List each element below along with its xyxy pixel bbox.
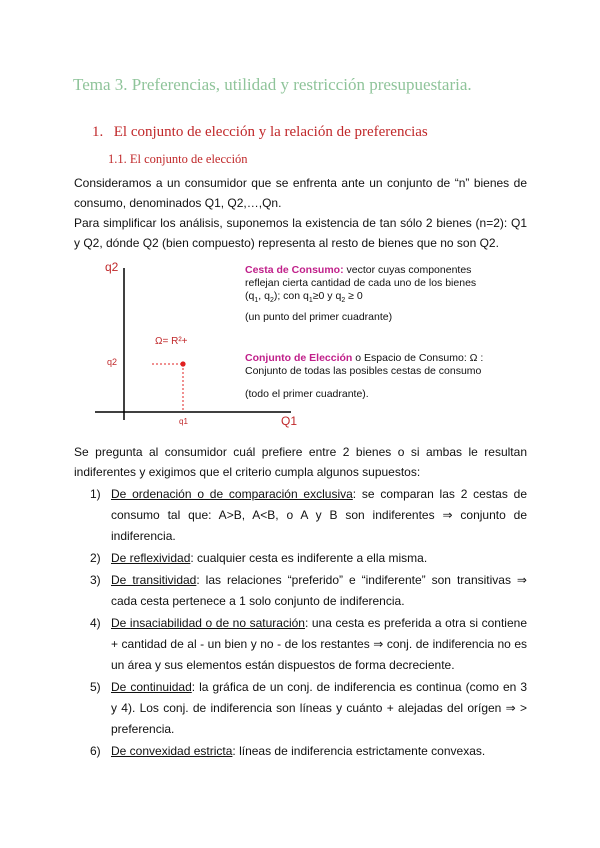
assumption-term: De reflexividad	[111, 551, 191, 565]
list-item: 1) De ordenación o de comparación exclusiva: se comparan las 2 cestas de consumo tal que: A>B, A<B, o A y B son indiferentes ⇒ conjunto de indiferencia.	[90, 487, 527, 543]
conjunto-note: (todo el primer cuadrante).	[245, 388, 369, 400]
cesta-note: (un punto del primer cuadrante)	[245, 311, 393, 323]
section-title: El conjunto de elección y la relación de preferencias	[113, 124, 428, 140]
section-heading	[92, 124, 428, 141]
list-item: 4) De insaciabilidad o de no saturación: una cesta es preferida a otra si contiene + cantidad de al - un bien y no - de los restantes ⇒ conj. de indiferencia no es un área y sus elementos están dispuestos de forma decreciente.	[90, 616, 527, 672]
consumption-bundle-point	[180, 361, 185, 366]
subsection-heading: 1.1. El conjunto de elección	[108, 152, 248, 166]
assumptions-list	[74, 484, 527, 763]
consumption-set-figure	[95, 258, 515, 433]
x-axis-label: Q1	[281, 414, 298, 428]
cesta-term: Cesta de Consumo:	[245, 264, 344, 276]
list-item: 5) De continuidad: la gráfica de un conj. de indiferencia es continua (como en 3 y 4). Los conj. de indiferencia son líneas y cuánto + alejadas del orígen ⇒ > preferencia.	[90, 680, 527, 736]
point-x-label: q1	[179, 417, 188, 426]
list-item: 2) De reflexividad: cualquier cesta es indiferente a ella misma.	[90, 551, 428, 565]
assumption-term: De ordenación o de comparación exclusiva	[111, 487, 353, 501]
conjunto-definition: Conjunto de Elección o Espacio de Consumo: Ω : Conjunto de todas las posibles cestas de consumo	[245, 352, 484, 377]
list-item: 3) De transitividad: las relaciones “preferido” e “indiferente” son transitivas ⇒ cada cesta pertenece a 1 solo conjunto de indiferencia.	[90, 573, 527, 608]
point-y-label: q2	[107, 357, 118, 367]
paragraph-intro: Consideramos a un consumidor que se enfrenta ante un conjunto de “n” bienes de consumo, denominados Q1, Q2,…,Qn.	[74, 176, 527, 210]
conjunto-term: Conjunto de Elección	[245, 352, 353, 364]
y-axis-label: q2	[105, 260, 119, 274]
consumption-set-label: Ω= R²+	[155, 336, 188, 347]
list-item: 6) De convexidad estricta: líneas de indiferencia estrictamente convexas.	[90, 744, 486, 758]
paragraph-simplify: Para simplificar los análisis, suponemos la existencia de tan sólo 2 bienes (n=2): Q1 y Q2, dónde Q2 (bien compuesto) representa al resto de bienes que no son Q2.	[74, 216, 527, 250]
assumption-term: De convexidad estricta	[111, 744, 233, 758]
assumption-term: De transitividad	[111, 573, 197, 587]
assumption-term: De continuidad	[111, 680, 192, 694]
cesta-definition: Cesta de Consumo: vector cuyas componentes reflejan cierta cantidad de cada uno de los bienes ($q_1$, $q_2$); con $q_1\ge 0$ y $q_2 \ge 0$	[245, 264, 477, 305]
section-number: 1.	[92, 124, 104, 140]
paragraph-assumptions-intro: Se pregunta al consumidor cuál prefiere entre 2 bienes o si ambas le resultan indiferentes y exigimos que el criterio cumpla algunos supuestos:	[74, 445, 527, 479]
assumption-term: De insaciabilidad o de no saturación	[111, 616, 305, 630]
page-title: Tema 3. Preferencias, utilidad y restricción presupuestaria.	[73, 75, 472, 94]
